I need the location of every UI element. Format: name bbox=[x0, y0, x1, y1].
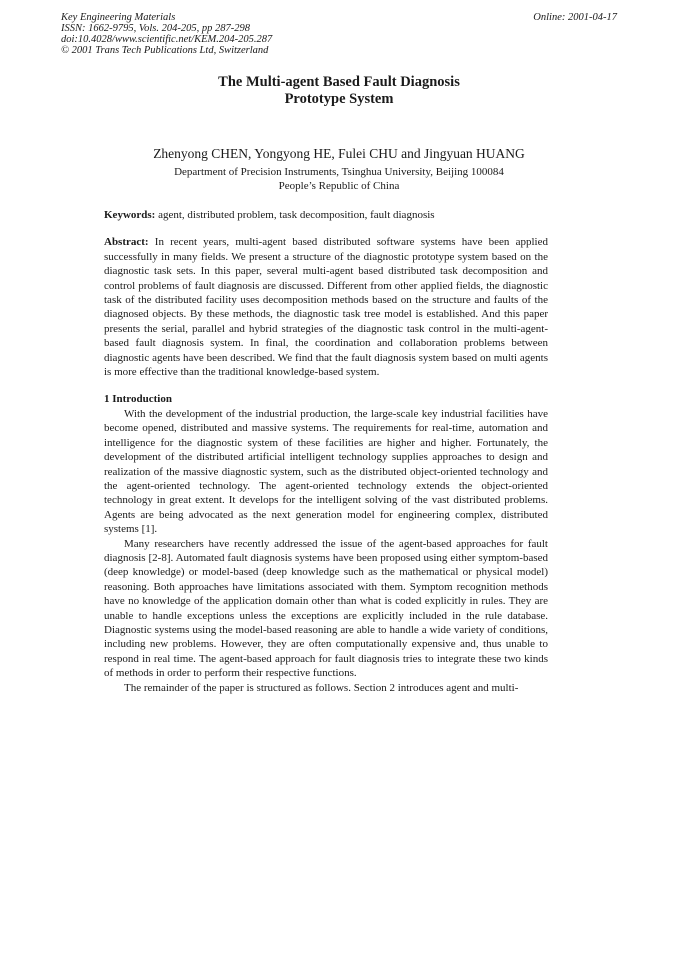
abstract-text: In recent years, multi-agent based distributed software systems have been applied successfully in many fields. We present a structure of the diagnostic prototype system based on the diagnostic task sets. In this paper, several multi-agent based distributed task decomposition and control problems of fault diagnosis are discussed. Different from other applied fields, the diagnostic task of the distributed facility uses decomposition methods based on the structure and faults of the diagnosed objects. By these methods, the diagnostic task tree model is established. And this paper presents the serial, parallel and hybrid strategies of the diagnostic task control in the multi-agent-based fault diagnosis system. In final, the coordination and collaboration problems between diagnostic agents have been described. We find that the fault diagnosis system based on multi agents is more effective than the traditional knowledge-based system. bbox=[104, 236, 548, 379]
title-line-2: Prototype System bbox=[284, 91, 394, 107]
copyright-line: © 2001 Trans Tech Publications Ltd, Switzerland bbox=[61, 45, 269, 56]
keywords-label: Keywords: bbox=[104, 209, 156, 221]
keywords bbox=[104, 208, 548, 222]
affiliation-line-2: People’s Republic of China bbox=[278, 180, 400, 192]
doi-line: doi:10.4028/www.scientific.net/KEM.204-205.287 bbox=[61, 34, 273, 45]
paragraph: With the development of the industrial production, the large-scale key industrial facilities have become opened, distributed and massive systems. The requirements for real-time, automation and intelligence for the diagnostic system of these facilities are higher and higher. Fortunately, the development of the distributed artificial intelligent technology supplies approaches to design and realization of the massive diagnostic system, such as the distributed object-oriented technology and the agent-oriented technology. The agent-oriented technology extends the object-oriented technology in great extent. It develops for the intelligent solving of the vast distributed problems. Agents are being advocated as the next generation model for engineering complex, distributed systems [1]. bbox=[104, 407, 548, 536]
authors: Zhenyong CHEN, Yongyong HE, Fulei CHU and Jingyuan HUANG bbox=[153, 146, 525, 161]
abstract bbox=[104, 235, 548, 379]
title-line-1: The Multi-agent Based Fault Diagnosis bbox=[218, 74, 460, 90]
keywords-text: agent, distributed problem, task decomposition, fault diagnosis bbox=[155, 209, 435, 221]
issn-line: ISSN: 1662-9795, Vols. 204-205, pp 287-298 bbox=[61, 23, 250, 34]
paragraph: The remainder of the paper is structured as follows. Section 2 introduces agent and multi- bbox=[124, 681, 519, 694]
paper-title bbox=[0, 74, 678, 108]
online-date: Online: 2001-04-17 bbox=[533, 12, 617, 23]
paragraph: Many researchers have recently addressed the issue of the agent-based approaches for fault diagnosis [2-8]. Automated fault diagnosis systems have been proposed using either symptom-based (deep knowledge) or model-based (deep knowledge such as the mathematical or physical model) reasoning. Both approaches have limitations associated with them. Symptom recognition methods have no knowledge of the application domain other than what is coded explicitly in rules. They are unable to handle exceptions unless the exceptions are explicitly included in the rule database. Diagnostic systems using the model-based reasoning are able to handle a wide variety of conditions, including new problems. However, they are often computationally expensive and, thus unable to respond in real time. The agent-based approach for fault diagnosis tries to integrate these two kinds of methods in order to perform their respective functions. bbox=[104, 537, 548, 680]
section-heading: 1 Introduction bbox=[104, 393, 172, 406]
journal-name: Key Engineering Materials bbox=[61, 12, 176, 23]
paper-body bbox=[104, 208, 548, 695]
page-header bbox=[61, 12, 617, 56]
affiliation bbox=[0, 165, 678, 193]
abstract-label: Abstract: bbox=[104, 236, 149, 249]
affiliation-line-1: Department of Precision Instruments, Tsinghua University, Beijing 100084 bbox=[174, 166, 504, 178]
